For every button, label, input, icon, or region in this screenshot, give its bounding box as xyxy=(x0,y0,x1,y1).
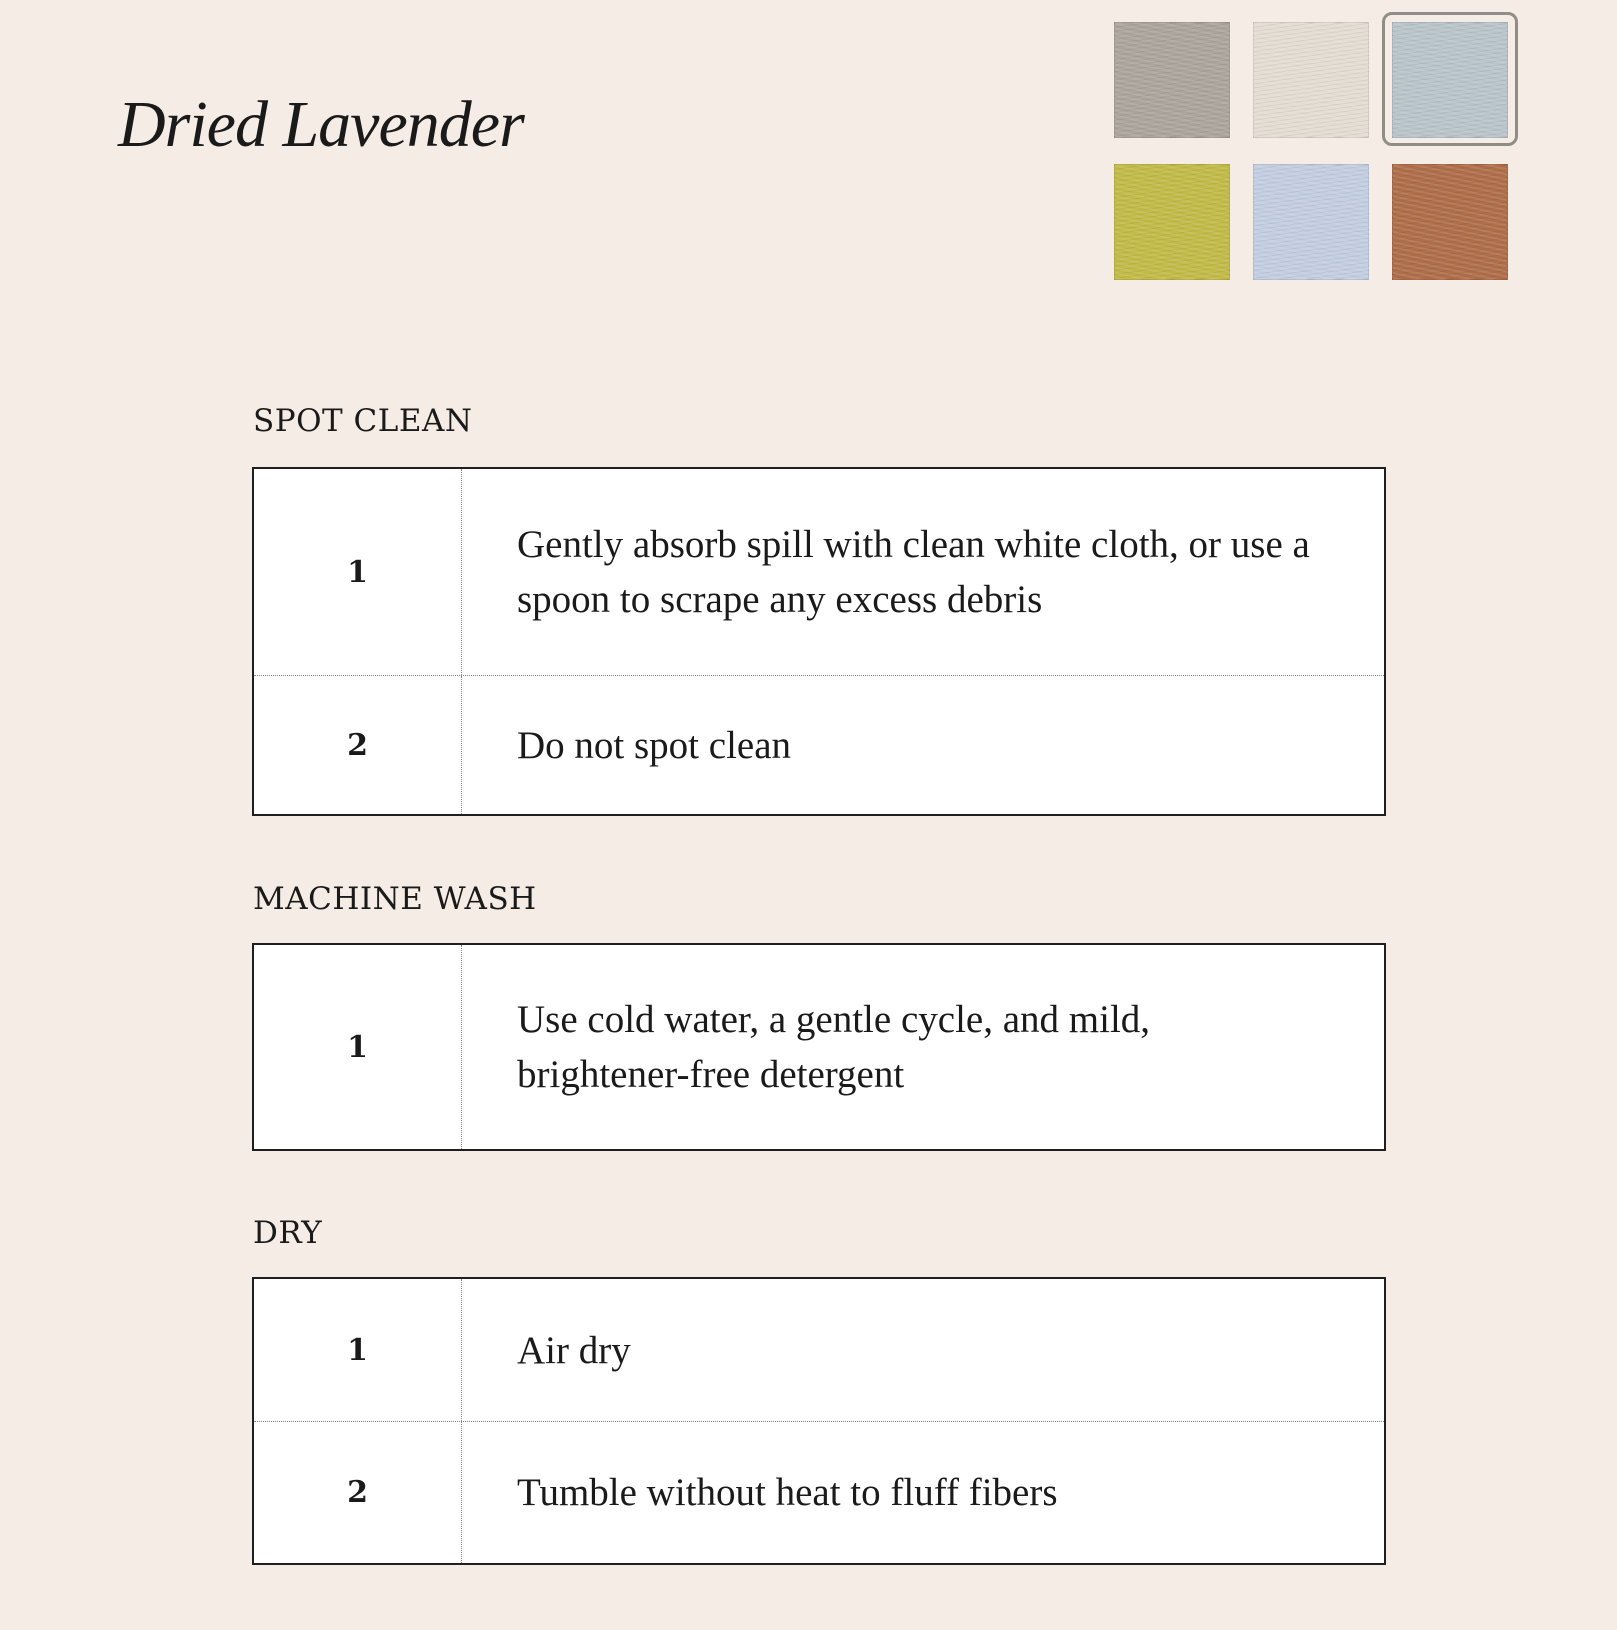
table-row xyxy=(254,469,1384,675)
step-number: 1 xyxy=(254,1279,462,1421)
swatch-pale-blue[interactable] xyxy=(1392,22,1508,138)
product-title: Dried Lavender xyxy=(118,88,524,161)
machine-wash-table xyxy=(252,943,1386,1151)
step-text: Use cold water, a gentle cycle, and mild, brightener-free detergent xyxy=(517,998,1151,1096)
section-label-dry: DRY xyxy=(253,1215,323,1251)
table-row xyxy=(254,1421,1384,1563)
dry-table xyxy=(252,1277,1386,1565)
step-text: Air dry xyxy=(517,1328,631,1372)
section-label-spot-clean: SPOT CLEAN xyxy=(253,403,473,439)
swatch-cream[interactable] xyxy=(1253,22,1369,138)
step-number: 1 xyxy=(254,945,462,1149)
color-swatch-grid xyxy=(1114,22,1508,280)
section-label-machine-wash: MACHINE WASH xyxy=(253,881,537,917)
step-text: Gently absorb spill with clean white cloth, or use a spoon to scrape any excess debris xyxy=(517,523,1310,621)
spot-clean-table xyxy=(252,467,1386,816)
step-text: Do not spot clean xyxy=(517,723,792,767)
step-text: Tumble without heat to fluff fibers xyxy=(517,1471,1058,1514)
swatch-rust[interactable] xyxy=(1392,164,1508,280)
table-row xyxy=(254,945,1384,1149)
table-row xyxy=(254,675,1384,814)
swatch-grey[interactable] xyxy=(1114,22,1230,138)
step-number: 2 xyxy=(254,1422,462,1563)
step-number: 1 xyxy=(254,469,462,675)
step-number: 2 xyxy=(254,676,462,814)
table-row xyxy=(254,1279,1384,1421)
swatch-periwinkle[interactable] xyxy=(1253,164,1369,280)
swatch-olive[interactable] xyxy=(1114,164,1230,280)
